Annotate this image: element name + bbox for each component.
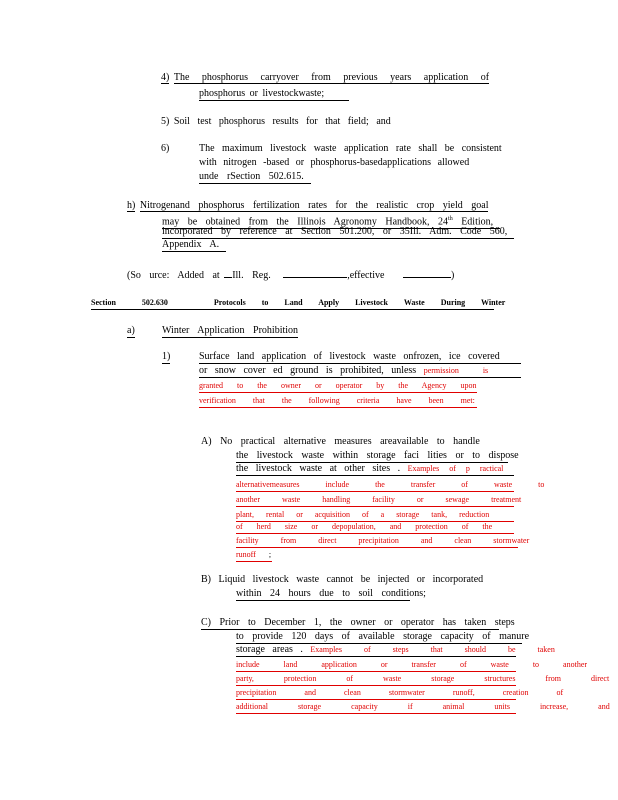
- item-1-line2-red: permission is: [423, 366, 489, 375]
- item-C-line2: to provide 120 days of available storage capacity of manure: [236, 631, 530, 642]
- item-C-line4-red: include land application or transfer of waste to another: [236, 659, 516, 672]
- item-C-label: C): [201, 617, 211, 628]
- source-effective: ,effective: [347, 270, 385, 281]
- item-A-line5-red: another waste handling facility or sewage treatment: [236, 494, 514, 507]
- item-B-line2: within 24 hours due to soil conditions;: [236, 588, 426, 599]
- section-title: Protocols to Land Apply Livestock Waste During Winter: [213, 298, 506, 307]
- item-A-line6-red: plant, rental or acquisition of a storage tank, reduction: [236, 509, 514, 522]
- item-C-line7-red: additional storage capacity if animal units increase, and: [236, 701, 516, 714]
- item-1-line4-red: verification that the following criteria have been met:: [199, 395, 477, 408]
- source-close: ): [451, 270, 455, 281]
- item-A-line7-red: of herd size or depopulation, and protection of the: [236, 521, 514, 534]
- item-4-line2: phosphorus or livestockwaste;: [199, 88, 349, 101]
- item-1-line1: Surface land application of livestock waste onfrozen, ice covered: [199, 351, 521, 364]
- item-C-line3: storage areas . Examples of steps that should be taken: [236, 644, 555, 655]
- section-number: 502.630: [141, 298, 168, 307]
- item-h-line2: may be obtained from the Illinois Agronomy Handbook, 24th Edition,: [162, 213, 500, 229]
- source-reg: Ill. Reg.: [232, 270, 271, 281]
- source-prefix: (So urce: Added at: [127, 270, 220, 281]
- item-6-line2: with nitrogen -based or phosphorus-basedapplications allowed: [199, 157, 470, 168]
- item-A-line3-red: Examples of p ractical: [407, 464, 504, 473]
- section-label: Section: [91, 298, 116, 307]
- item-5-number: 5): [161, 116, 170, 127]
- item-4-line1: The phosphorus carryover from previous years application of: [173, 72, 490, 83]
- item-C-line1: C) Prior to December 1, the owner or operator has taken steps: [201, 617, 515, 628]
- item-C-line3-red: Examples of steps that should be taken: [310, 645, 555, 654]
- item-a-label: a): [127, 325, 135, 336]
- item-A-line9-red: runoff ;: [236, 549, 272, 562]
- item-6-line1: The maximum livestock waste application rate shall be consistent: [199, 143, 502, 154]
- item-B-label: B): [201, 574, 211, 585]
- item-5: [161, 116, 391, 128]
- item-1-number: 1): [162, 351, 171, 362]
- item-C-line6-red: precipitation and clean stormwater runoff, creation of: [236, 687, 516, 700]
- item-1-line3-red: granted to the owner or operator by the Agency upon: [199, 380, 477, 393]
- item-A-line4-red: alternativemeasures include the transfer of waste to: [236, 479, 514, 492]
- item-6-line3: unde rSection 502.615.: [199, 171, 311, 184]
- item-h-label: h): [127, 200, 136, 211]
- item-A-line1: A) No practical alternative measures areavailable to handle: [201, 436, 480, 447]
- item-5-text: Soil test phosphorus results for that field; and: [173, 116, 391, 127]
- item-A-line3: the livestock waste at other sites . Examples of p ractical: [236, 463, 514, 476]
- item-h-line1: Nitrogenand phosphorus fertilization rates for the realistic crop yield goal: [139, 200, 489, 211]
- item-A-line8-red: facility from direct precipitation and clean stormwater: [236, 535, 518, 548]
- item-1-line2: or snow cover ed ground is prohibited, unless permission is: [199, 365, 521, 378]
- item-4: [161, 72, 501, 84]
- item-C-line5-red: party, protection of waste storage structures from direct: [236, 673, 516, 686]
- source-blank-volume: [224, 268, 232, 278]
- item-h-line3: incorporated by reference at Section 501.200, or 35Ill. Adm. Code 560,: [162, 226, 514, 239]
- item-h-line1-row: [127, 200, 488, 212]
- item-B-line1: B) Liquid livestock waste cannot be injected or incorporated: [201, 574, 484, 585]
- item-A-label: A): [201, 436, 212, 447]
- section-heading: [91, 297, 506, 310]
- source-note: [127, 268, 454, 282]
- item-6-number: 6): [161, 143, 170, 154]
- item-h-sup: th: [448, 216, 453, 222]
- item-a-title: Winter Application Prohibition: [162, 325, 299, 336]
- source-blank-date: [403, 268, 451, 278]
- item-h-line4: Appendix A.: [162, 239, 226, 252]
- item-4-number: 4): [161, 72, 170, 83]
- item-A-line2: the livestock waste within storage faci lities or to dispose: [236, 450, 519, 461]
- source-blank-page: [283, 268, 347, 278]
